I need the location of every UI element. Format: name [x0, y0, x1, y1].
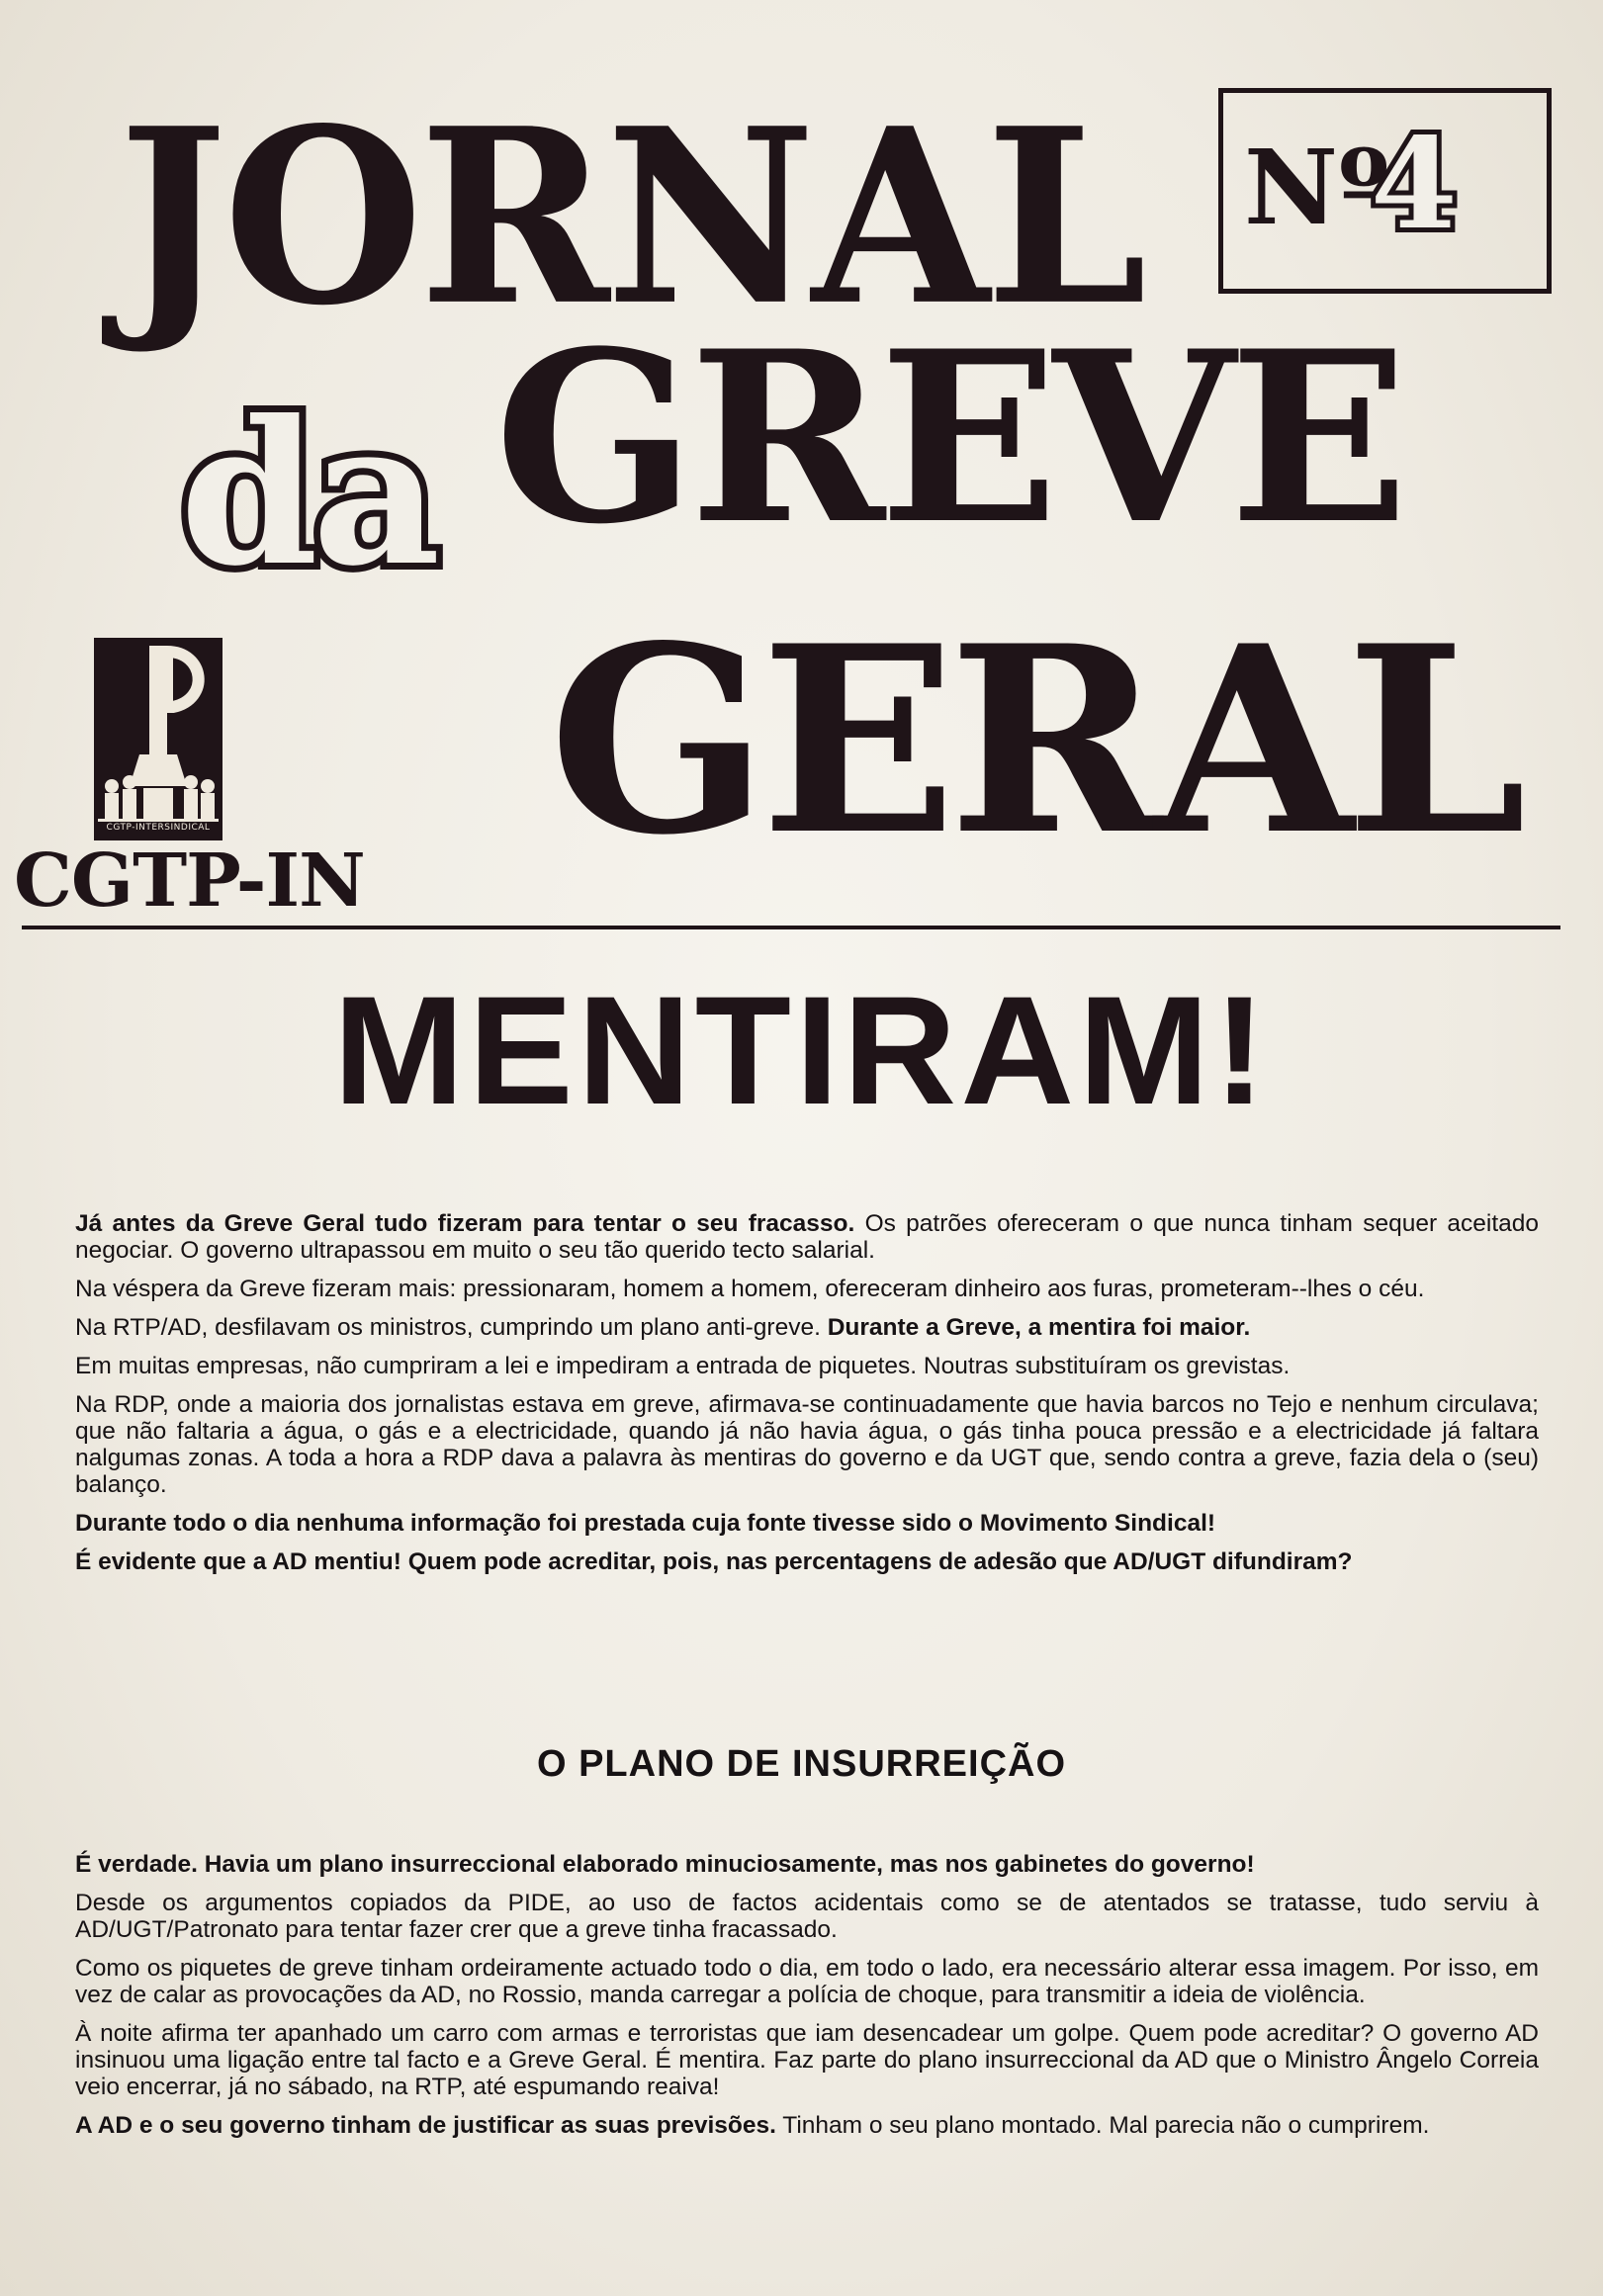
- paragraph-1: [75, 1210, 1539, 1264]
- section-title: O PLANO DE INSURREIÇÃO: [536, 1743, 1067, 1785]
- section-paragraph-5-lead: A AD e o seu governo tinham de justificar as suas previsões.: [75, 2112, 776, 2139]
- cgtp-logo-icon: [94, 638, 223, 840]
- section-body: [75, 1851, 1539, 2151]
- section-paragraph-2: Desde os argumentos copiados da PIDE, ao uso de factos acidentais como se de atentados se tratasse, tudo serviu à AD/UGT/Patronato para tentar fazer crer que a greve tinha fracassado.: [75, 1890, 1539, 1943]
- section-paragraph-1: É verdade. Havia um plano insurreccional elaborado minuciosamente, mas nos gabinetes do governo!: [75, 1851, 1255, 1878]
- paragraph-7: É evidente que a AD mentiu! Quem pode acreditar, pois, nas percentagens de adesão que AD/UGT difundiram?: [75, 1548, 1353, 1575]
- issue-number: 4: [1371, 111, 1458, 257]
- masthead-geral: GERAL: [549, 590, 1519, 892]
- section-paragraph-5-text: Tinham o seu plano montado. Mal parecia não o cumprirem.: [775, 2112, 1430, 2139]
- paragraph-2: Na véspera da Greve fizeram mais: pressionaram, homem a homem, ofereceram dinheiro aos furas, prometeram--lhes o céu.: [75, 1276, 1425, 1302]
- paragraph-4: Em muitas empresas, não cumpriram a lei e impediram a entrada de piquetes. Noutras substituíram os grevistas.: [75, 1353, 1291, 1379]
- section-paragraph-4: À noite afirma ter apanhado um carro com armas e terroristas que iam desencadear um golpe. Quem pode acreditar? O governo AD insinuou uma ligação entre tal facto e a Greve Geral. É mentira. Faz parte do plano insurreccional da AD que o Ministro Ângelo Correia veio encerrar, já no sábado, na RTP, até espumando reaiva!: [75, 2020, 1539, 2100]
- paragraph-5: Na RDP, onde a maioria dos jornalistas estava em greve, afirmava-se continuadamente que havia barcos no Tejo e nenhum circulava; que não faltaria a água, o gás e a electricidade, quando já não havia água, o gás tinha pouca pressão e a electricidade já faltara nalgumas zonas. A toda a hora a RDP dava a palavra às mentiras do governo e da UGT que, sendo contra a greve, fazia dela o (seu) balanço.: [75, 1391, 1539, 1498]
- org-name: CGTP-IN: [14, 839, 365, 924]
- paragraph-3-text: Na RTP/AD, desfilavam os ministros, cumprindo um plano anti-greve.: [75, 1314, 828, 1341]
- paragraph-3-emphasis: Durante a Greve, a mentira foi maior.: [827, 1314, 1251, 1341]
- issue-label: Nº: [1244, 127, 1390, 248]
- section-paragraph-5: [75, 2112, 1539, 2139]
- headline: MENTIRAM!: [332, 965, 1271, 1137]
- masthead-da: da: [180, 378, 435, 610]
- logo-caption: CGTP-INTERSINDICAL: [106, 823, 211, 833]
- section-paragraph-3: Como os piquetes de greve tinham ordeiramente actuado todo o dia, em todo o lado, era necessário alterar essa imagem. Por isso, em vez de calar as provocações da AD, no Rossio, manda carregar a polícia de choque, para transmitir a ideia de violência.: [75, 1955, 1539, 2008]
- article-body: [75, 1210, 1539, 1587]
- masthead-jornal: JORNAL: [119, 74, 1143, 359]
- paragraph-1-lead: Já antes da Greve Geral tudo fizeram para tentar o seu fracasso.: [75, 1210, 855, 1237]
- paragraph-1-text: Os patrões ofereceram o que nunca tinham sequer aceitado negociar. O governo ultrapassou em muito o seu tão querido tecto salarial.: [75, 1210, 1540, 1264]
- paragraph-6: Durante todo o dia nenhuma informação foi prestada cuja fonte tivesse sido o Movimento Sindical!: [75, 1510, 1216, 1537]
- masthead-greve: GREVE: [494, 301, 1403, 576]
- paragraph-3: [75, 1314, 1539, 1341]
- divider-rule: [22, 926, 1560, 929]
